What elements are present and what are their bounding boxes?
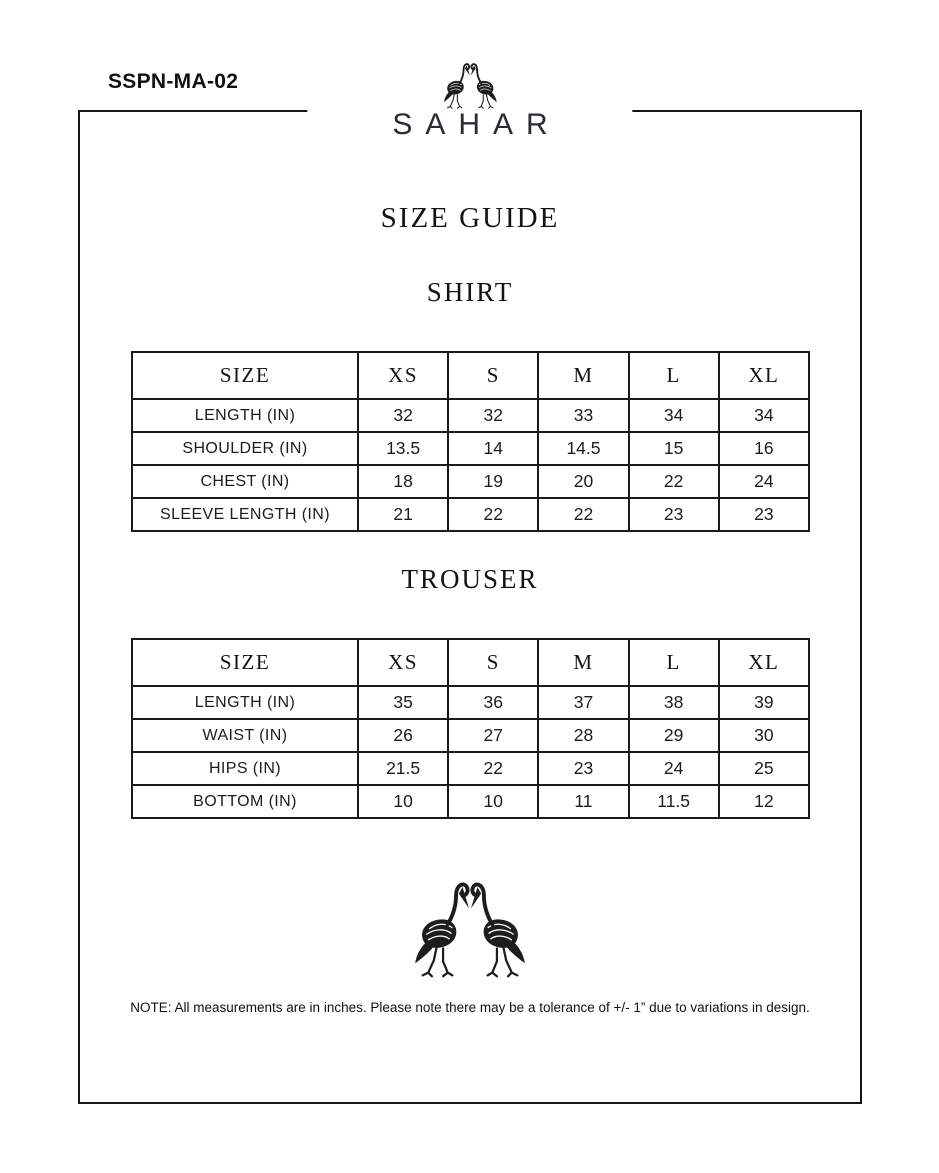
measurement-value: 28 — [538, 719, 628, 752]
measurement-value: 21.5 — [358, 752, 448, 785]
size-column-header: L — [629, 352, 719, 399]
measurement-value: 39 — [719, 686, 809, 719]
measurement-value: 13.5 — [358, 432, 448, 465]
measurement-label: HIPS (IN) — [132, 752, 358, 785]
shirt-size-table — [131, 351, 810, 532]
measurement-value: 14 — [448, 432, 538, 465]
measurement-value: 30 — [719, 719, 809, 752]
measurement-value: 10 — [358, 785, 448, 818]
measurement-value: 32 — [358, 399, 448, 432]
measurement-value: 36 — [448, 686, 538, 719]
measurement-value: 29 — [629, 719, 719, 752]
size-column-header: XS — [358, 639, 448, 686]
measurement-value: 34 — [719, 399, 809, 432]
table-row — [132, 432, 809, 465]
shirt-section-title: SHIRT — [426, 277, 514, 307]
measurement-value: 20 — [538, 465, 628, 498]
measurement-value: 24 — [719, 465, 809, 498]
size-column-header: L — [629, 639, 719, 686]
brand-name: SAHAR — [392, 108, 561, 141]
measurement-value: 11.5 — [629, 785, 719, 818]
size-label-header: SIZE — [132, 639, 358, 686]
measurement-value: 11 — [538, 785, 628, 818]
measurement-value: 22 — [538, 498, 628, 531]
table-row — [132, 465, 809, 498]
size-column-header: XS — [358, 352, 448, 399]
measurement-value: 22 — [448, 498, 538, 531]
table-header-row — [132, 639, 809, 686]
brand-logo — [307, 60, 632, 142]
measurement-value: 26 — [358, 719, 448, 752]
size-label-header: SIZE — [132, 352, 358, 399]
measurement-value: 23 — [629, 498, 719, 531]
measurement-value: 35 — [358, 686, 448, 719]
measurement-value: 25 — [719, 752, 809, 785]
measurement-label: CHEST (IN) — [132, 465, 358, 498]
table-row — [132, 785, 809, 818]
size-guide-sheet — [78, 110, 862, 1104]
measurement-value: 37 — [538, 686, 628, 719]
measurement-label: WAIST (IN) — [132, 719, 358, 752]
measurement-value: 22 — [448, 752, 538, 785]
size-column-header: M — [538, 639, 628, 686]
measurement-value: 32 — [448, 399, 538, 432]
measurement-value: 21 — [358, 498, 448, 531]
measurement-label: SLEEVE LENGTH (IN) — [132, 498, 358, 531]
measurement-value: 34 — [629, 399, 719, 432]
table-row — [132, 719, 809, 752]
table-row — [132, 686, 809, 719]
measurement-value: 14.5 — [538, 432, 628, 465]
measurement-value: 18 — [358, 465, 448, 498]
twin-cranes-icon — [441, 60, 499, 110]
measurement-value: 19 — [448, 465, 538, 498]
measurement-value: 27 — [448, 719, 538, 752]
measurement-value: 12 — [719, 785, 809, 818]
measurement-value: 15 — [629, 432, 719, 465]
size-column-header: M — [538, 352, 628, 399]
size-column-header: XL — [719, 639, 809, 686]
table-header-row — [132, 352, 809, 399]
measurement-label: LENGTH (IN) — [132, 686, 358, 719]
measurement-label: LENGTH (IN) — [132, 399, 358, 432]
trouser-size-table — [131, 638, 810, 819]
trouser-section-title: TROUSER — [401, 564, 539, 594]
table-row — [132, 752, 809, 785]
size-column-header: S — [448, 639, 538, 686]
measurement-value: 33 — [538, 399, 628, 432]
measurement-value: 23 — [719, 498, 809, 531]
measurement-value: 16 — [719, 432, 809, 465]
note-text: NOTE: All measurements are in inches. Please note there may be a tolerance of +/- 1” due to variations in design. — [130, 1000, 810, 1015]
measurement-value: 24 — [629, 752, 719, 785]
measurement-label: SHOULDER (IN) — [132, 432, 358, 465]
measurement-value: 38 — [629, 686, 719, 719]
table-row — [132, 399, 809, 432]
page-title: SIZE GUIDE — [380, 202, 560, 234]
measurement-value: 23 — [538, 752, 628, 785]
table-row — [132, 498, 809, 531]
size-column-header: S — [448, 352, 538, 399]
footer-twin-cranes-icon — [414, 876, 526, 980]
measurement-value: 10 — [448, 785, 538, 818]
product-code: SSPN-MA-02 — [108, 70, 239, 93]
measurement-value: 22 — [629, 465, 719, 498]
size-column-header: XL — [719, 352, 809, 399]
measurement-label: BOTTOM (IN) — [132, 785, 358, 818]
